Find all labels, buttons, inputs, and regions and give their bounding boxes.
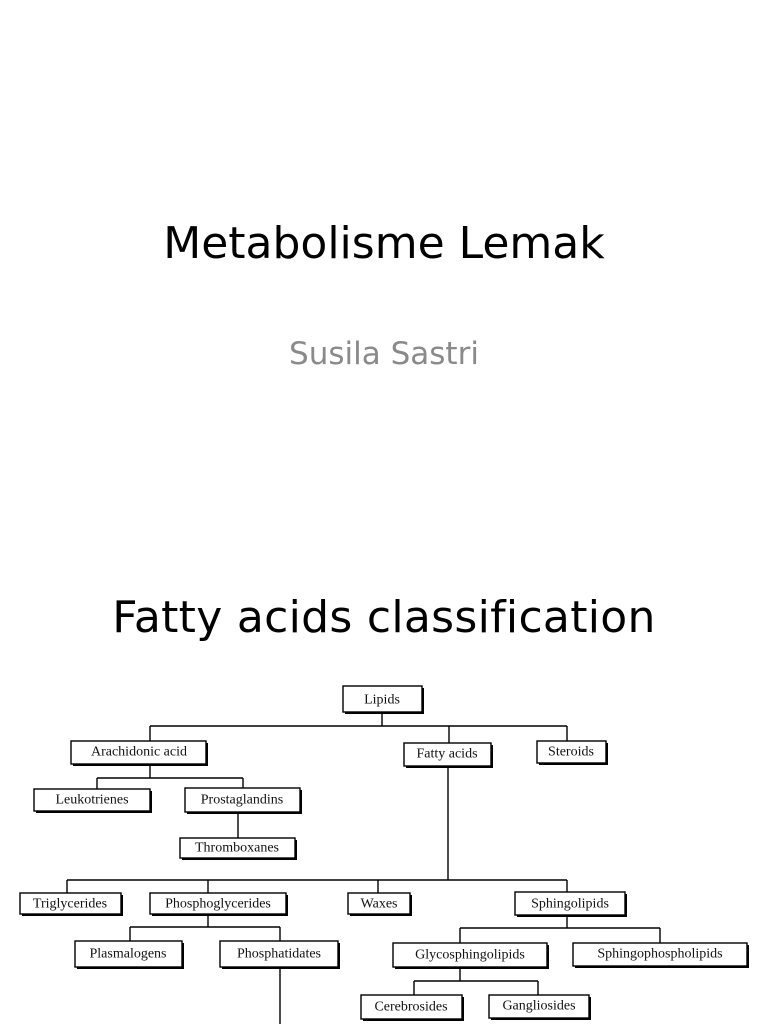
node-glycosphingolipids bbox=[393, 943, 549, 969]
node-label: Sphingolipids bbox=[531, 896, 609, 912]
node-prostaglandins bbox=[185, 788, 302, 814]
slide-title: Fatty acids classification bbox=[112, 592, 656, 643]
node-label: Waxes bbox=[360, 896, 398, 912]
node-label: Triglycerides bbox=[32, 896, 108, 912]
node-label: Leukotrienes bbox=[55, 792, 129, 808]
presentation-author: Susila Sastri bbox=[289, 336, 479, 372]
node-triglycerides bbox=[20, 893, 123, 916]
node-gangliosides bbox=[489, 995, 591, 1020]
node-label: Lipids bbox=[364, 692, 400, 708]
node-label: Steroids bbox=[548, 744, 594, 760]
node-label: Plasmalogens bbox=[89, 946, 167, 962]
lipid-classification-diagram bbox=[0, 540, 768, 1024]
node-label: Prostaglandins bbox=[200, 792, 284, 808]
node-sphingolipids bbox=[515, 892, 627, 917]
node-label: Cerebrosides bbox=[374, 999, 448, 1015]
node-waxes bbox=[348, 893, 412, 916]
node-label: Phosphoglycerides bbox=[165, 896, 271, 912]
node-plasmalogens bbox=[75, 941, 184, 969]
node-label: Fatty acids bbox=[416, 746, 478, 762]
classification-slide bbox=[0, 540, 768, 1024]
node-leukotrienes bbox=[34, 789, 152, 813]
node-fatty-acids bbox=[404, 743, 493, 768]
node-sphingophospholipids bbox=[573, 943, 749, 968]
node-lipids bbox=[343, 686, 424, 714]
presentation-title: Metabolisme Lemak bbox=[163, 218, 605, 269]
node-label: Sphingophospholipids bbox=[597, 946, 723, 962]
node-label: Arachidonic acid bbox=[90, 744, 188, 760]
node-label: Gangliosides bbox=[502, 998, 576, 1014]
node-phosphatidates bbox=[220, 941, 340, 969]
node-steroids bbox=[537, 741, 608, 765]
node-label: Thromboxanes bbox=[195, 840, 279, 856]
node-thromboxanes bbox=[180, 838, 297, 860]
node-cerebrosides bbox=[361, 995, 464, 1021]
node-label: Glycosphingolipids bbox=[415, 947, 525, 963]
node-arachidonic-acid bbox=[71, 741, 208, 766]
node-phosphoglycerides bbox=[150, 893, 288, 916]
node-label: Phosphatidates bbox=[237, 946, 321, 962]
